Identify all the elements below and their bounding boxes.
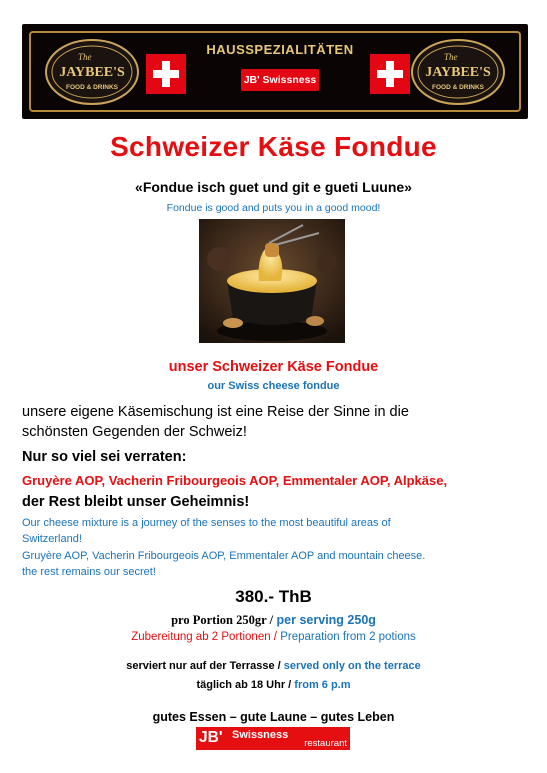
- logo-swissness: Swissness: [232, 729, 289, 741]
- served-german: serviert nur auf der Terrasse /: [126, 660, 281, 672]
- logo-restaurant: restaurant: [304, 738, 347, 749]
- cheese-list: Gruyère AOP, Vacherin Fribourgeois AOP, Emmentaler AOP, Alpkäse,: [22, 473, 448, 488]
- description-english-line: Our cheese mixture is a journey of the senses to the most beautiful areas of: [22, 517, 391, 529]
- jaybees-logo-right: [408, 36, 508, 108]
- daily-hours: [0, 679, 547, 691]
- description-paragraph: [22, 402, 532, 442]
- description-english-line: the rest remains our secret!: [22, 566, 156, 578]
- svg-text:The: The: [444, 52, 458, 62]
- description-english-line: Switzerland!: [22, 533, 82, 545]
- description-english: [22, 515, 532, 547]
- portion-english: per serving 250g: [276, 613, 376, 627]
- svg-text:FOOD & DRINKS: FOOD & DRINKS: [432, 84, 484, 91]
- cheese-list-english: [22, 548, 532, 580]
- reveal-line: Nur so viel sei verraten:: [22, 449, 187, 465]
- description-line: unsere eigene Käsemischung ist eine Reise der Sinne in die: [22, 404, 409, 420]
- jb-swissness-badge: JB' Swissness: [241, 69, 319, 91]
- motto: gutes Essen – gute Laune – gutes Leben: [152, 710, 395, 724]
- portion-info: [0, 613, 547, 628]
- preparation-info: [0, 631, 547, 643]
- description-line: schönsten Gegenden der Schweiz!: [22, 424, 247, 440]
- svg-text:FOOD & DRINKS: FOOD & DRINKS: [66, 84, 118, 91]
- preparation-german: Zubereitung ab 2 Portionen /: [131, 631, 278, 643]
- svg-text:JAYBEE'S: JAYBEE'S: [59, 65, 125, 80]
- served-info: [0, 660, 547, 672]
- quote-german: «Fondue isch guet und git e gueti Luune»: [135, 179, 412, 195]
- price: 380.- ThB: [235, 587, 312, 606]
- fondue-photo: [199, 219, 345, 343]
- quote-english: Fondue is good and puts you in a good mood!: [166, 202, 381, 214]
- jaybees-logo-left: [42, 36, 142, 108]
- page-title: Schweizer Käse Fondue: [110, 131, 437, 162]
- daily-german: täglich ab 18 Uhr /: [196, 679, 292, 691]
- jb-swissness-restaurant-logo: [196, 727, 350, 750]
- description-english-line: Gruyère AOP, Vacherin Fribourgeois AOP, Emmentaler AOP and mountain cheese.: [22, 550, 426, 562]
- subtitle-english: our Swiss cheese fondue: [207, 380, 340, 392]
- preparation-english: Preparation from 2 potions: [280, 631, 416, 643]
- header-banner: [22, 24, 528, 119]
- svg-text:JAYBEE'S: JAYBEE'S: [425, 65, 491, 80]
- banner-title: HAUSSPEZIALITÄTEN: [206, 42, 354, 57]
- swiss-flag-icon: [146, 54, 186, 94]
- svg-text:The: The: [78, 52, 92, 62]
- swiss-flag-icon: [370, 54, 410, 94]
- served-english: served only on the terrace: [283, 660, 421, 672]
- secret-line: der Rest bleibt unser Geheimnis!: [22, 494, 250, 510]
- portion-german: pro Portion 250gr /: [171, 613, 274, 627]
- daily-english: from 6 p.m: [294, 679, 351, 691]
- logo-jb: JB': [199, 729, 223, 746]
- subtitle-german: unser Schweizer Käse Fondue: [168, 359, 379, 375]
